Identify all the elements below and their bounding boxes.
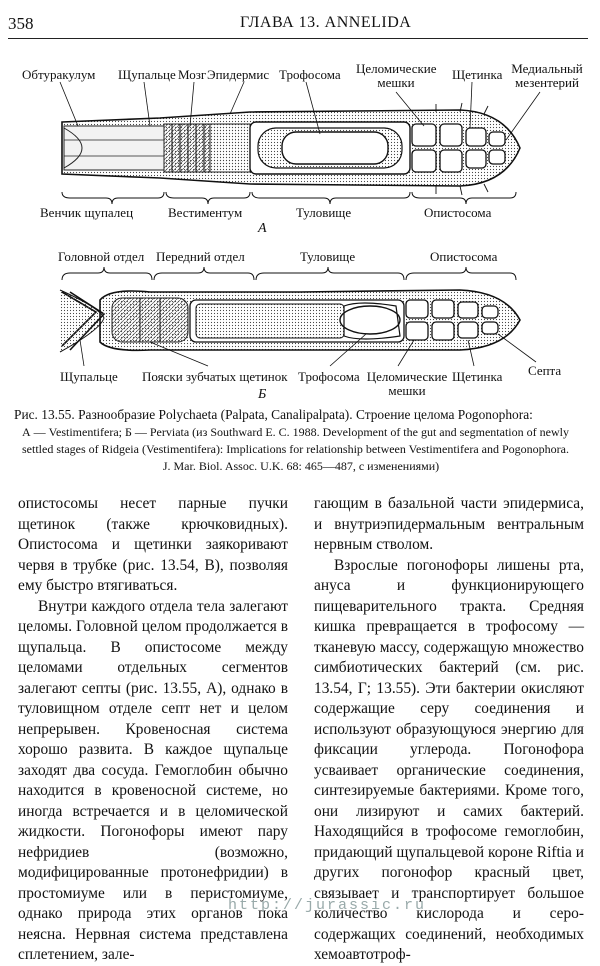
paragraph: Взрослые погонофоры лишены рта, ануса и функционирующего пищеварительного тракта. Средняя кишка превращается в трофосому — тканевую массу, содержащую множество симбиотических бактерий (см. рис. 13.54, Г; 13.55). Эти бактерии окисляют содержащие серу соединения и используют образующуюся энергию для фиксации углерода. Погонофора усваивает органические соединения, синтезируемые бактериями. Кроме того, они лизируют и самих бактерий. Находящийся в трофосоме гемоглобин, придающий щупальцевой короне Riftia и других погонофор красный цвет, связывает и транспортирует большое количество кислорода и серо-содержащих соединений, необходимых хемоавтотроф- <box>314 556 584 963</box>
label-tentacle-a: Щупальце <box>118 67 176 82</box>
watermark: http://jurassic.ru <box>228 897 427 914</box>
label-trophosome-a: Трофосома <box>279 67 341 82</box>
figure-a-worm <box>60 82 540 204</box>
label-trophosome-b: Трофосома <box>298 369 360 384</box>
label-coelomic-sacs-a: Целомические мешки <box>356 61 437 90</box>
label-brain: Мозг <box>178 67 207 82</box>
label-anterior-section: Передний отдел <box>156 249 245 264</box>
label-head-section: Головной отдел <box>58 249 145 264</box>
caption-line-3: settled stages of Ridgeia (Vestimentifera): Implications for relationship between Vestimentifera and Pogonophora. <box>22 442 569 456</box>
caption-line-2: А — Vestimentifera; Б — Perviata (из Southward E. C. 1988. Development of the gut and segmentation of newly <box>22 425 569 439</box>
label-vestimentum: Вестиментум <box>168 205 243 220</box>
label-septum: Септа <box>528 363 562 378</box>
panel-letter-b: Б <box>258 387 267 402</box>
label-toothed-chaetae-girdles: Пояски зубчатых щетинок <box>142 369 288 384</box>
label-tentacle-crown: Венчик щупалец <box>40 205 134 220</box>
label-trunk-a: Туловище <box>296 205 352 220</box>
label-epidermis: Эпидермис <box>207 67 270 82</box>
panel-letter-a: А <box>258 221 267 236</box>
label-trunk-b: Туловище <box>300 249 356 264</box>
caption-line-1: Рис. 13.55. Разнообразие Polychaeta (Palpata, Canalipalpata). Строение целома Pogonophora: <box>14 407 533 422</box>
page-number: 358 <box>8 14 34 33</box>
label-opisthosoma-a: Опистосома <box>424 205 492 220</box>
label-chaeta-b: Щетинка <box>452 369 503 384</box>
text-column-left <box>18 494 288 966</box>
figure-13-55-drawing <box>0 0 600 400</box>
label-medial-mesentery: Медиальный мезентерий <box>511 61 583 90</box>
label-opisthosoma-b: Опистосома <box>430 249 498 264</box>
caption-line-4: J. Mar. Biol. Assoc. U.K. 68: 465—487, с изменениями) <box>162 459 440 473</box>
paragraph: Внутри каждого отдела тела залегают целомы. Головной целом продолжается в щупальца. В опистосоме между целомами отдельных сегментов залегают септы (рис. 13.55, А), однако в туловищном отделе септ нет и целом непрерывен. Кровеносная система хорошо развита. В каждое щупальце заходят два сосуда. Гемоглобин обычно находится в кровеносной системе, но иногда встречается и в целомической жидкости. Погонофоры имеют пару нефридиев (возможно, модифицированные протонефридии) в простомиуме или в перистомиуме, однако природа этих органов пока неясна. Нервная система представлена сплетением, зале- <box>18 597 288 963</box>
paragraph: гающим в базальной части эпидермиса, и внутриэпидермальным вентральным нервным стволом. <box>314 495 584 553</box>
paragraph: опистосомы несет парные пучки щетинок (также крючковидных). Опистосома и щетинки заякоривают червя в трубке (рис. 13.54, В), позволяя ему быстро втягиваться. <box>18 495 288 594</box>
figure-b-worm <box>60 267 536 366</box>
text-column-right <box>314 494 584 966</box>
figure-caption <box>14 406 588 475</box>
label-chaeta-a: Щетинка <box>452 67 503 82</box>
label-obturaculum: Обтуракулум <box>22 67 96 82</box>
label-tentacle-b: Щупальце <box>60 369 118 384</box>
running-title: ГЛАВА 13. ANNELIDA <box>240 14 412 31</box>
label-coelomic-sacs-b: Целомические мешки <box>366 369 448 398</box>
